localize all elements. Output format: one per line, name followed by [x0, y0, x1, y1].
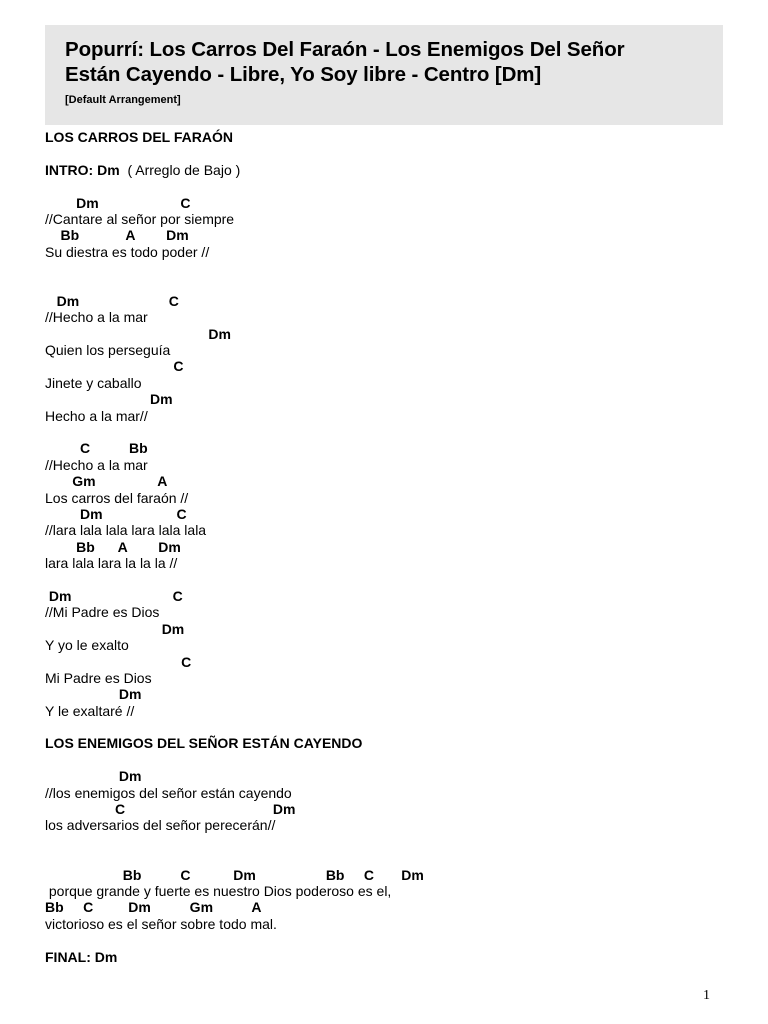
- arrangement-label: [Default Arrangement]: [65, 94, 181, 106]
- blank-line: [45, 260, 745, 276]
- section-heading: LOS CARROS DEL FARAÓN: [45, 129, 233, 145]
- chord-line: Dm C: [45, 587, 183, 604]
- section-heading: FINAL: Dm: [45, 948, 118, 965]
- blank-line: [45, 834, 745, 850]
- chord-line: Dm: [45, 620, 185, 637]
- lyric-line: Quien los perseguía: [45, 342, 171, 359]
- song-header: [45, 25, 723, 125]
- chord-line: C Dm: [45, 801, 296, 818]
- blank-line: [45, 572, 745, 588]
- lyric-line: Los carros del faraón //: [45, 489, 189, 506]
- blank-line: [45, 932, 745, 948]
- chord-line: Dm: [45, 325, 231, 342]
- lyric-line: //lara lala lala lara lala lala: [45, 522, 207, 539]
- chord-line: Dm C: [45, 292, 179, 309]
- chord-line: C: [45, 358, 184, 375]
- lyric-line: //Hecho a la mar: [45, 309, 148, 326]
- lyric-line: Y le exaltaré //: [45, 702, 135, 719]
- chord-line: C Bb: [45, 440, 148, 457]
- blank-line: [45, 752, 745, 768]
- song-body: [45, 129, 745, 965]
- blank-line: [45, 424, 745, 440]
- intro-line: [45, 162, 745, 178]
- chord-line: Bb A Dm: [45, 538, 181, 555]
- lyric-line: //los enemigos del señor están cayendo: [45, 784, 292, 801]
- chord-line: Bb A Dm: [45, 227, 189, 244]
- blank-line: [45, 145, 745, 161]
- lyric-line: porque grande y fuerte es nuestro Dios poderoso es el,: [45, 882, 392, 899]
- section-heading: LOS ENEMIGOS DEL SEÑOR ESTÁN CAYENDO: [45, 735, 363, 752]
- intro-label: INTRO: Dm: [45, 161, 120, 178]
- intro-note: ( Arreglo de Bajo ): [119, 161, 241, 178]
- lyric-line: Jinete y caballo: [45, 374, 142, 391]
- lyric-line: lara lala lara la la la //: [45, 555, 178, 572]
- page-number: 1: [703, 988, 710, 1003]
- lyric-line: Mi Padre es Dios: [45, 669, 152, 686]
- lyric-line: Su diestra es todo poder //: [45, 243, 210, 260]
- blank-line: [45, 850, 745, 866]
- chord-line: Dm C: [45, 505, 187, 522]
- lyric-line: Y yo le exalto: [45, 637, 129, 654]
- lyric-line: victorioso es el señor sobre todo mal.: [45, 915, 277, 932]
- chord-line: C: [45, 653, 192, 670]
- lyric-line: //Mi Padre es Dios: [45, 604, 160, 621]
- song-title: [65, 37, 723, 87]
- chord-line: Dm: [45, 768, 142, 785]
- chord-line: Gm A: [45, 473, 168, 490]
- blank-line: [45, 178, 745, 194]
- chord-line: Dm: [45, 686, 142, 703]
- song-title-line-2: Están Cayendo - Libre, Yo Soy libre - Centro [Dm]: [65, 63, 542, 86]
- blank-line: [45, 719, 745, 735]
- chord-line: Bb C Dm Bb C Dm: [45, 866, 424, 883]
- lyric-line: los adversarios del señor perecerán//: [45, 817, 276, 834]
- lyric-line: Hecho a la mar//: [45, 407, 148, 424]
- song-title-line-1: Popurrí: Los Carros Del Faraón - Los Enemigos Del Señor: [65, 38, 625, 61]
- chord-line: Dm C: [45, 194, 191, 211]
- blank-line: [45, 277, 745, 293]
- chord-line: Dm: [45, 391, 173, 408]
- lyric-line: //Hecho a la mar: [45, 456, 148, 473]
- lyric-line: //Cantare al señor por siempre: [45, 210, 235, 227]
- chord-line: Bb C Dm Gm A: [45, 899, 262, 916]
